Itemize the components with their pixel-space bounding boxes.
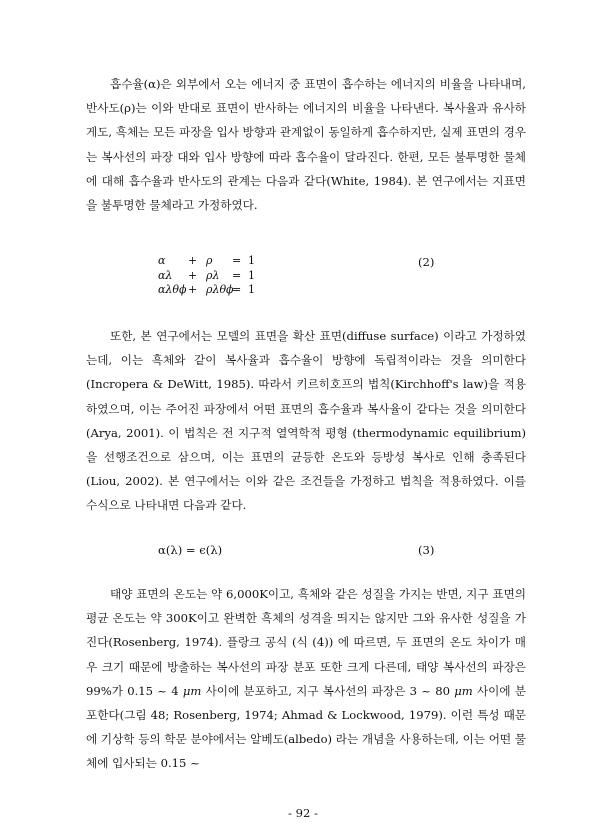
paragraph-kirchhoff: 또한, 본 연구에서는 모델의 표면을 확산 표면(diffuse surface) 이라고 가정하였는데, 이는 흑체와 같이 복사율과 흡수율이 방향에 독립적이라는 것을 의미한다(Incropera & DeWitt, 1985). 따라서 키르히호프의 법칙(Kirchhoff's law)을 적용하였으며, 이는 주어진 파장에서 어떤 표면의 흡수율과 복사율이 같다는 것을 의미한다(Arya, 2001). 이 법칙은 전 지구적 열역학적 평형 (thermodynamic equilibrium)을 선행조건으로 삼으며, 이는 표면의 균등한 온도와 등방성 복사로 인해 충족된다(Liou, 2002). 본 연구에서는 이와 같은 조건들을 가정하고 법칙을 적용하였다. 이를 수식으로 나타내면 다음과 같다. bbox=[86, 329, 526, 513]
equation-2 bbox=[158, 254, 458, 298]
equation-row: αλθϕ+ ρλθϕ= 1 bbox=[158, 283, 255, 296]
equation-2-number: (2) bbox=[418, 255, 435, 269]
page-number: - 92 - bbox=[288, 806, 318, 820]
paragraph-solar-terrestrial: 태양 표면의 온도는 약 6,000K이고, 흑체와 같은 성질을 가지는 반면, 지구 표면의 평균 온도는 약 300K이고 완벽한 흑체의 성격을 띄지는 않지만 그와 유사한 성질을 가진다(Rosenberg, 1974). 플랑크 공식 (식 (4)) 에 따르면, 두 표면의 온도 차이가 매우 크기 때문에 방출하는 복사선의 파장 분포 또한 크게 다른데, 태양 복사선의 파장은 99%가 0.15 ~ 4 μm 사이에 분포하고, 지구 복사선의 파장은 3 ~ 80 μm 사이에 분포한다(그림 48; Rosenberg, 1974; Ahmad & Lockwood, 1979). 이런 특성 때문에 기상학 등의 학문 분야에서는 알베도(albedo) 라는 개념을 사용하는데, 이는 어떤 물체에 입사되는 0.15 ~ bbox=[86, 587, 527, 771]
equation-row: αλ + ρλ = 1 bbox=[158, 268, 255, 282]
equation-3: α(λ) = ϵ(λ) bbox=[158, 543, 223, 557]
equation-3-number: (3) bbox=[418, 543, 435, 557]
paragraph-absorptivity: 흡수율(α)은 외부에서 오는 에너지 중 표면이 흡수하는 에너지의 비율을 나타내며, 반사도(ρ)는 이와 반대로 표면이 반사하는 에너지의 비율을 나타낸다. 복사율과 유사하게도, 흑체는 모든 파장을 입사 방향과 관계없이 동일하게 흡수하지만, 실제 표면의 경우는 복사선의 파장 대와 입사 방향에 따라 흡수율이 달라진다. 한편, 모든 불투명한 물체에 대해 흡수율과 반사도의 관계는 다음과 같다(White, 1984). 본 연구에서는 지표면을 불투명한 물체라고 가정하였다. bbox=[86, 77, 526, 213]
equation-row: α + ρ = 1 bbox=[158, 254, 255, 267]
